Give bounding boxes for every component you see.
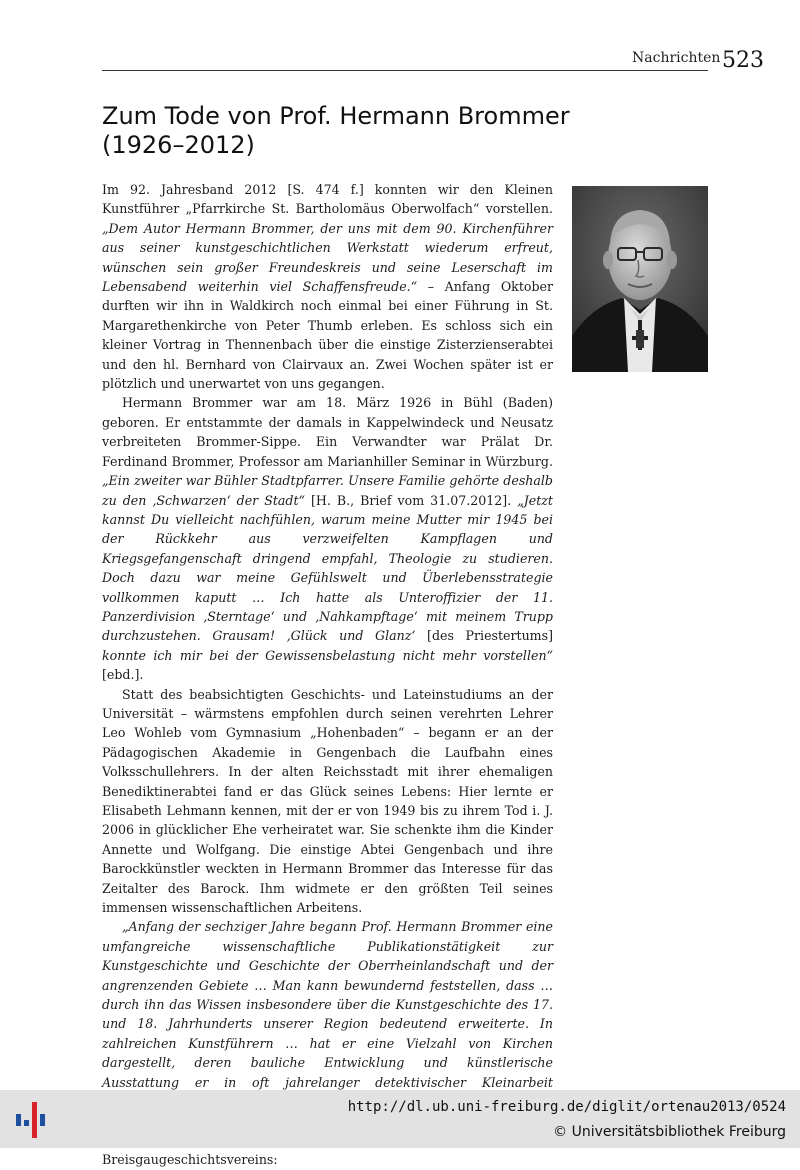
article-title [102,102,662,160]
footer-copyright: © Universitätsbibliothek Freiburg [553,1124,786,1140]
italic-quote: „Ein zweiter war Bühler Stadtpfarrer. Unsere Familie gehörte deshalb zu den ‚Schwarzen‘ der Stadt“ [102,473,553,508]
text-run: Im 92. Jahresband 2012 [S. 474 f.] konnten wir den Kleinen Kunstführer „Pfarrkirche St. Bartholomäus Oberwolfach“ vorstellen. [102,182,553,217]
paragraph-3 [102,685,553,918]
text-run: Breisgaugeschichtsvereins: [102,1152,278,1168]
title-line-1: Zum Tode von Prof. Hermann Brommer [102,102,570,130]
text-run: Statt des beabsichtigten Geschichts- und Lateinstudiums an der Universität – wärmstens empfohlen durch seinen verehrten Lehrer Leo Wohleb vom Gymnasium „Hohenbaden“ – begann er an der Pädagogischen Akademie in Gengenbach die Laufbahn eines Volksschullehrers. In der alten Reichsstadt mit ihrer ehemaligen Benediktinerabtei fand er das Glück seines Lebens: Hier lernte er Elisabeth Lehmann kennen, mit der er von 1949 bis zu ihrem Tod i. J. 2006 in glücklicher Ehe verheiratet war. Sie schenkte ihm die Kinder Annette und Wolfgang. Die einstige Abtei Gengenbach und ihre Barockkünstler weckten in Hermann Brommer das Interesse für das Zeitalter des Barock. Ihm widmete er den größten Teil seines immensen wissenschaftlichen Arbeitens. [102,686,553,916]
logo-bar-center [32,1102,37,1138]
logo-bar-small [24,1120,29,1126]
running-header-section: Nachrichten [632,50,721,66]
paragraph-1 [102,180,553,393]
text-run: [ebd.]. [102,667,144,683]
footer-url-link[interactable]: http://dl.ub.uni-freiburg.de/diglit/ortenau2013/0524 [347,1099,786,1115]
text-run: – Anfang Oktober durften wir ihn in Waldkirch noch einmal bei einer Führung in St. Margarethenkirche von Peter Thumb erleben. Es schloss sich ein kleiner Vortrag in Thennenbach über die einstige Zisterzienserabtei und den hl. Bernhard von Clairvaux an. Zwei Wochen später ist er plötzlich und unerwartet von uns gegangen. [102,279,553,392]
text-run: Hermann Brommer war am 18. März 1926 in Bühl (Baden) geboren. Er entstammte der damals in Kappelwindeck und Neusatz verbreiteten Brommer-Sippe. Ein Verwandter war Prälat Dr. Ferdinand Brommer, Professor am Marianhiller Seminar in Würzburg. [102,395,553,469]
library-logo-icon [14,1100,54,1140]
portrait-illustration [572,186,708,372]
italic-quote: konnte ich mir bei der Gewissensbelastung nicht mehr vorstellen“ [102,647,553,663]
italic-quote: „Jetzt kannst Du vielleicht nachfühlen, warum meine Mutter mir 1945 bei der Rückkehr aus verzweifelten Kampflagen und Kriegsgefangenschaft dringend empfahl, Theologie zu studieren. Doch dazu war meine Gefühlswelt und Überlebensstrategie vollkommen kaputt … Ich hatte als Unteroffizier der 11. Panzerdivision ‚Sterntage‘ und ‚Nahkampftage‘ mit meinem Trupp durchzustehen. Grausam! ‚Glück und Glanz‘ [102,492,553,644]
page-number: 523 [722,48,764,73]
portrait-photo [572,186,708,372]
text-run: [des Priestertums] [415,628,554,644]
text-run: [H. B., Brief vom 31.07.2012]. [304,492,518,508]
header-rule [102,70,708,71]
title-line-2: (1926–2012) [102,131,255,159]
paragraph-2 [102,393,553,684]
logo-bar-left [16,1114,21,1126]
logo-bar-right [40,1114,45,1126]
italic-quote: „Anfang der sechziger Jahre begann Prof. Hermann Brommer eine umfangreiche wissenschaftliche Publikationstätigkeit zur Kunstgeschichte und Geschichte der Oberrheinlandschaft und der angrenzenden Gebiete … Man kann bewundernd feststellen, dass … durch ihn das Wissen insbesondere über die Kunstgeschichte des 17. und 18. Jahrhunderts unserer Region bedeutend erweiterte. In zahlreichen Kunstführern … hat er eine Vielzahl von Kirchen dargestellt, deren bauliche Entwicklung und künstlerische Ausstattung er in oft jahrelanger detektivischer Kleinarbeit [102,919,553,1090]
article-body [102,180,553,1170]
paragraph-4 [102,917,553,1111]
italic-quote: „Dem Autor Hermann Brommer, der uns mit dem 90. Kirchenführer aus seiner kunstgeschichtlichen Werkstatt wiederum erfreut, wünschen sein großer Freundeskreis und seine Leserschaft im Lebensabend weiterhin viel Schaffensfreude.“ [102,220,553,295]
